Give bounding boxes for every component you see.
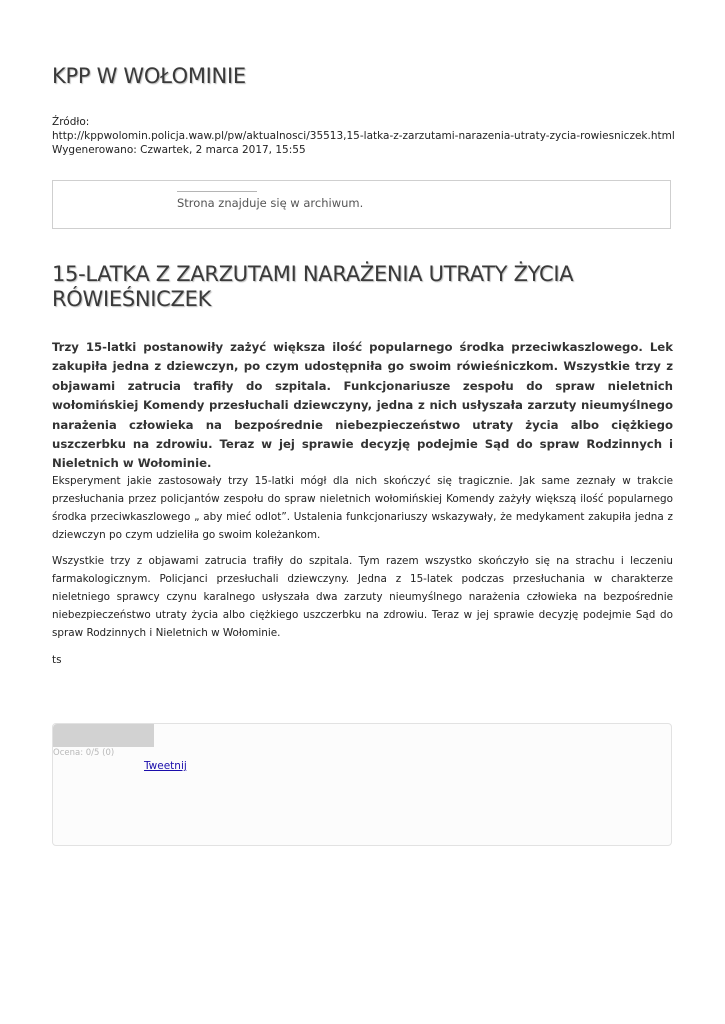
article-paragraph: Wszystkie trzy z objawami zatrucia trafiły do szpitala. Tym razem wszystko skończyło się na strachu i leczeniu farmakologicznym. Policjanci przesłuchali dziewczyny. Jedna z 15-latek podczas przesłuchania w charakterze nieletniego sprawcy czynu karalnego usłyszała dwa zarzuty nieumyślnego narażenia człowieka na bezpośrednie niebezpieczeństwo utraty życia albo ciężkiego uszczerbku na zdrowiu. Teraz w jej sprawie decyzję podejmie Sąd do spraw Rodzinnych i Nieletnich w Wołominie. xyxy=(52,555,673,639)
archive-divider xyxy=(177,191,257,192)
document-meta xyxy=(52,115,675,157)
article-title: 15-LATKA Z ZARZUTAMI NARAŻENIA UTRATY ŻYCIA RÓWIEŚNICZEK xyxy=(52,262,574,311)
archive-notice-box xyxy=(52,180,671,229)
generated-date: Wygenerowano: Czwartek, 2 marca 2017, 15:55 xyxy=(52,144,306,156)
rating-text: Ocena: 0/5 (0) xyxy=(53,748,115,758)
article-paragraph: Eksperyment jakie zastosowały trzy 15-latki mógł dla nich skończyć się tragicznie. Jak same zeznały w trakcie przesłuchania przez policjantów zespołu do spraw nieletnich wołomińskiej Komendy zażyły większą ilość popularnego środka przeciwkaszlowego „ aby mieć odlot”. Ustalenia funkcjonariuszy wskazywały, że medykament zakupiła jedna z dziewczyn po czym udzieliła go swoim koleżankom. xyxy=(52,475,673,541)
site-title: KPP W WOŁOMINIE xyxy=(52,64,246,88)
article-lead: Trzy 15-latki postanowiły zażyć większa ilość popularnego środka przeciwkaszlowego. Lek zakupiła jedna z dziewczyn, po czym udostępniła go swoim rówieśniczkom. Wszystkie trzy z objawami zatrucia trafiły do szpitala. Funkcjonariusze zespołu do spraw nieletnich wołomińskiej Komendy przesłuchali dziewczyny, jedna z nich usłyszała zarzuty nieumyślnego narażenia człowieka na bezpośrednie niebezpieczeństwo utraty życia albo ciężkiego uszczerbku na zdrowiu. Teraz w jej sprawie decyzję podejmie Sąd do spraw Rodzinnych i Nieletnich w Wołominie. xyxy=(52,340,673,471)
archive-notice: Strona znajduje się w archiwum. xyxy=(177,196,364,210)
rating-box xyxy=(52,723,672,846)
source-url: http://kppwolomin.policja.waw.pl/pw/aktualnosci/35513,15-latka-z-zarzutami-narazenia-utraty-zycia-rowiesniczek.html xyxy=(52,130,675,142)
source-label: Źródło: xyxy=(52,116,90,128)
rating-stars-bar[interactable] xyxy=(53,724,154,747)
author-signature: ts xyxy=(52,654,62,666)
tweet-link[interactable]: Tweetnij xyxy=(144,760,187,772)
